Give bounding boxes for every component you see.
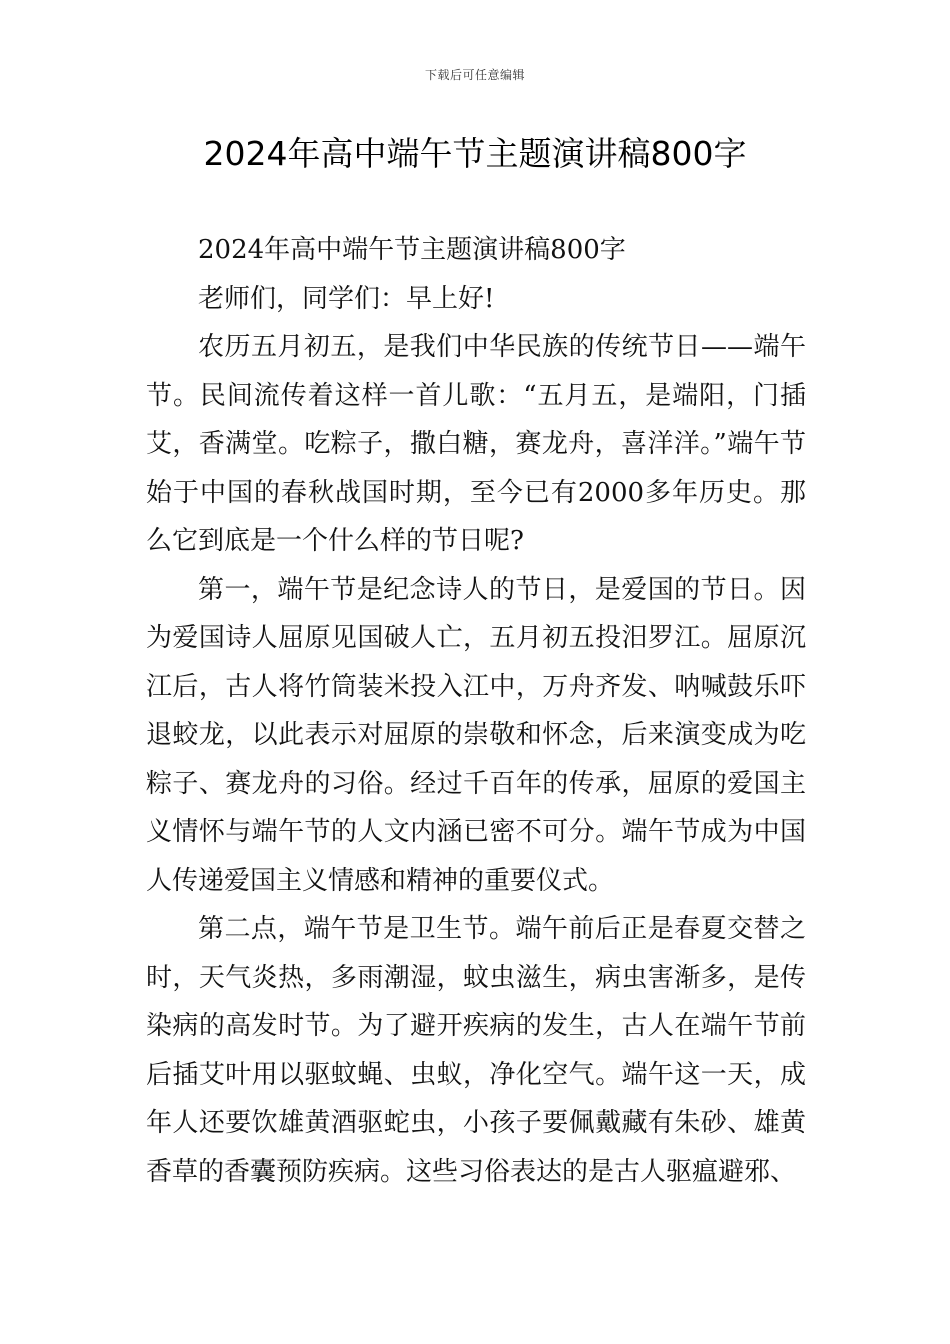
- paragraph-second-point: 第二点，端午节是卫生节。端午前后正是春夏交替之时，天气炎热，多雨潮湿，蚊虫滋生，病虫害渐多，是传染病的高发时节。为了避开疾病的发生，古人在端午节前后插艾叶用以驱蚊蝇、虫蚁，净化空气。端午这一天，成年人还要饮雄黄酒驱蛇虫，小孩子要佩戴藏有朱砂、雄黄香草的香囊预防疾病。这些习俗表达的是古人驱瘟避邪、: [146, 914, 806, 1187]
- paragraph-subtitle: 2024年高中端午节主题演讲稿800字: [198, 235, 626, 265]
- paragraph-intro: 农历五月初五，是我们中华民族的传统节日——端午节。民间流传着这样一首儿歌：“五月五，是端阳，门插艾，香满堂。吃粽子，撒白糖，赛龙舟，喜洋洋。”端午节始于中国的春秋战国时期，至今已有2000多年历史。那么它到底是一个什么样的节日呢?: [146, 332, 806, 556]
- document-body: [146, 226, 806, 1196]
- paragraph-greeting: 老师们，同学们：早上好!: [198, 283, 495, 314]
- paragraph-first-point: 第一，端午节是纪念诗人的节日，是爱国的节日。因为爱国诗人屈原见国破人亡，五月初五投汨罗江。屈原沉江后，古人将竹筒装米投入江中，万舟齐发、呐喊鼓乐吓退蛟龙，以此表示对屈原的崇敬和怀念，后来演变成为吃粽子、赛龙舟的习俗。经过千百年的传承，屈原的爱国主义情怀与端午节的人文内涵已密不可分。端午节成为中国人传递爱国主义情感和精神的重要仪式。: [146, 574, 806, 896]
- page-title: 2024年高中端午节主题演讲稿800字: [203, 134, 747, 173]
- header-note: 下载后可任意编辑: [424, 68, 525, 82]
